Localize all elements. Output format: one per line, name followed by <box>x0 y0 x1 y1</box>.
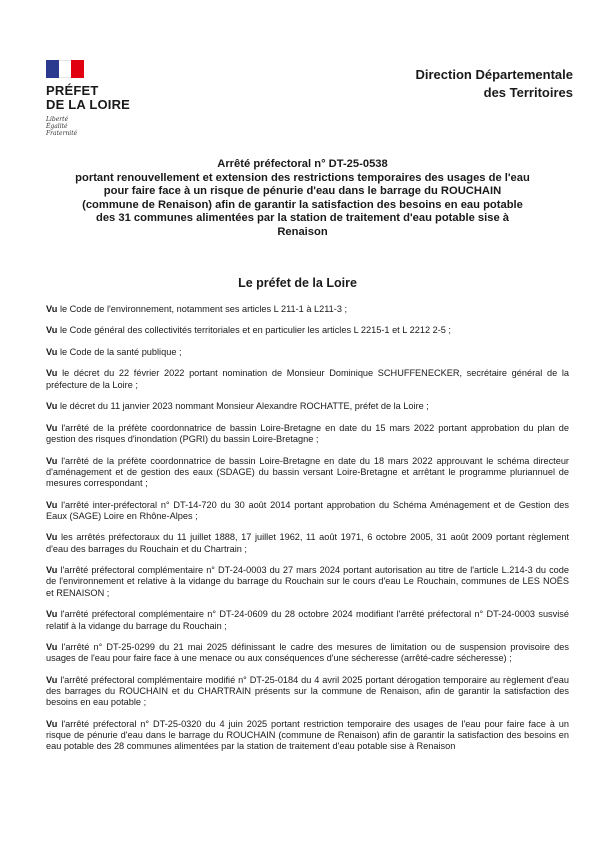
vu-label: Vu <box>46 455 58 466</box>
motto-fraternite: Fraternité <box>46 130 78 137</box>
title-line: Renaison <box>277 225 328 238</box>
republic-motto <box>46 116 156 137</box>
visa-paragraph <box>46 642 569 665</box>
prefecture-name-line1: PRÉFET <box>46 83 99 98</box>
flag-white-band <box>59 60 72 78</box>
visa-text: l'arrêté n° DT-25-0299 du 21 mai 2025 définissant le cadre des mesures de limitation ou de suspension provisoire des usages de l'eau pour faire face à une menace ou aux conséquences d'une sécheresse (arrêté-cadre sécheresse) ; <box>46 642 569 664</box>
title-line: portant renouvellement et extension des restrictions temporaires des usages de l'eau <box>75 171 530 184</box>
visa-text: l'arrêté préfectoral complémentaire n° DT-24-0609 du 28 octobre 2024 modifiant l'arrêté préfectoral n° DT-24-0003 susvisé relatif à la vidange du barrage du Rouchain ; <box>46 609 569 631</box>
visa-text: l'arrêté préfectoral complémentaire modifié n° DT-25-0184 du 4 avril 2025 portant dérogation temporaire au règlement d'eau des barrages du ROUCHAIN et du CHARTRAIN présents sur la commune de Renaison, afin de garantir la satisfaction des besoins en eau potable ; <box>46 674 569 708</box>
visa-text: l'arrêté préfectoral complémentaire n° DT-24-0003 du 27 mars 2024 portant autorisation au titre de l'article L.214-3 du code de l'environnement et relative à la vidange du barrage du Rouchain sur le cours d'eau Le Rouchain, communes de LES NOËS et RENAISON ; <box>46 565 569 598</box>
visa-text: l'arrêté de la préfète coordonnatrice de bassin Loire-Bretagne en date du 18 mars 2022 approuvant le schéma directeur d'aménagement et de gestion des eaux (SDAGE) du bassin versant Loire-Bretagne et arrêtant le programme pluriannuel de mesures correspondant ; <box>46 455 569 489</box>
vu-label: Vu <box>46 565 58 576</box>
visa-paragraph <box>46 304 569 315</box>
prefect-heading: Le préfet de la Loire <box>238 276 357 290</box>
visa-text: le décret du 11 janvier 2023 nommant Monsieur Alexandre ROCHATTE, préfet de la Loire ; <box>59 401 429 412</box>
prefecture-name-line2: DE LA LOIRE <box>46 97 131 112</box>
visa-text: le Code général des collectivités territoriales et en particulier les articles L 2215-1 et L 2212 2-5 ; <box>59 325 451 336</box>
visa-text: les arrêtés préfectoraux du 11 juillet 1888, 17 juillet 1962, 11 août 1971, 6 octobre 2005, 31 août 2009 portant règlement d'eau des barrages du Rouchain et du Chartrain ; <box>46 532 569 554</box>
vu-label: Vu <box>46 642 58 652</box>
visa-paragraph <box>46 401 569 412</box>
visa-paragraph <box>46 565 569 599</box>
visa-text: l'arrêté préfectoral n° DT-25-0320 du 4 juin 2025 portant restriction temporaire des usages de l'eau pour faire face à un risque de pénurie d'eau dans le barrage du ROUCHAIN (commune de Renaison) afin de garantir la satisfaction des besoins en eau potable des 28 communes alimentées par la station de traitement d'eau potable sise à Renaison <box>46 718 569 752</box>
visa-text: l'arrêté inter-préfectoral n° DT-14-720 du 30 août 2014 portant approbation du Schéma Aménagement et de Gestion des Eaux (SAGE) Loire en Rhône-Alpes ; <box>46 499 569 521</box>
arrete-title <box>60 158 545 239</box>
vu-label: Vu <box>46 674 58 685</box>
title-line: pour faire face à un risque de pénurie d'eau dans le barrage du ROUCHAIN <box>103 185 502 197</box>
motto-egalite: Égalité <box>46 123 68 130</box>
visa-paragraph <box>46 423 569 446</box>
direction-line2: des Territoires <box>483 85 573 100</box>
vu-label: Vu <box>46 499 58 510</box>
french-flag-icon <box>46 60 84 78</box>
visa-paragraph <box>46 347 569 358</box>
vu-label: Vu <box>46 532 58 543</box>
motto-liberte: Liberté <box>46 116 69 123</box>
title-line: Arrêté préfectoral n° DT-25-0538 <box>217 158 388 170</box>
visa-paragraph <box>46 456 569 490</box>
prefecture-name <box>46 84 156 112</box>
vu-label: Vu <box>46 609 58 620</box>
visa-paragraph <box>46 325 569 336</box>
flag-blue-band <box>46 60 59 78</box>
direction-line1: Direction Départementale <box>415 67 573 82</box>
issuing-direction <box>416 66 574 102</box>
visa-paragraph <box>46 609 569 632</box>
vu-label: Vu <box>46 346 58 357</box>
vu-label: Vu <box>46 304 58 314</box>
title-line: (commune de Renaison) afin de garantir la satisfaction des besoins en eau potable <box>82 198 523 211</box>
visas-list <box>46 304 569 763</box>
vu-label: Vu <box>46 325 58 336</box>
title-line: des 31 communes alimentées par la station de traitement d'eau potable sise à <box>95 212 509 224</box>
visa-paragraph <box>46 500 569 523</box>
vu-label: Vu <box>46 401 58 412</box>
visa-paragraph <box>46 719 569 753</box>
prefecture-logo <box>46 60 156 137</box>
visa-text: le décret du 22 février 2022 portant nomination de Monsieur Dominique SCHUFFENECKER, secrétaire général de la préfecture de la Loire ; <box>46 368 569 390</box>
vu-label: Vu <box>46 718 58 729</box>
flag-red-band <box>71 60 84 78</box>
vu-label: Vu <box>46 368 58 379</box>
visa-text: l'arrêté de la préfète coordonnatrice de bassin Loire-Bretagne en date du 15 mars 2022 portant approbation du plan de gestion des risques d'inondation (PGRI) du bassin Loire-Bretagne ; <box>46 422 569 445</box>
vu-label: Vu <box>46 422 58 433</box>
visa-text: le Code de l'environnement, notamment ses articles L 211-1 à L211-3 ; <box>59 304 348 314</box>
visa-paragraph <box>46 532 569 555</box>
visa-paragraph <box>46 368 569 391</box>
visa-text: le Code de la santé publique ; <box>59 346 182 357</box>
visa-paragraph <box>46 675 569 709</box>
